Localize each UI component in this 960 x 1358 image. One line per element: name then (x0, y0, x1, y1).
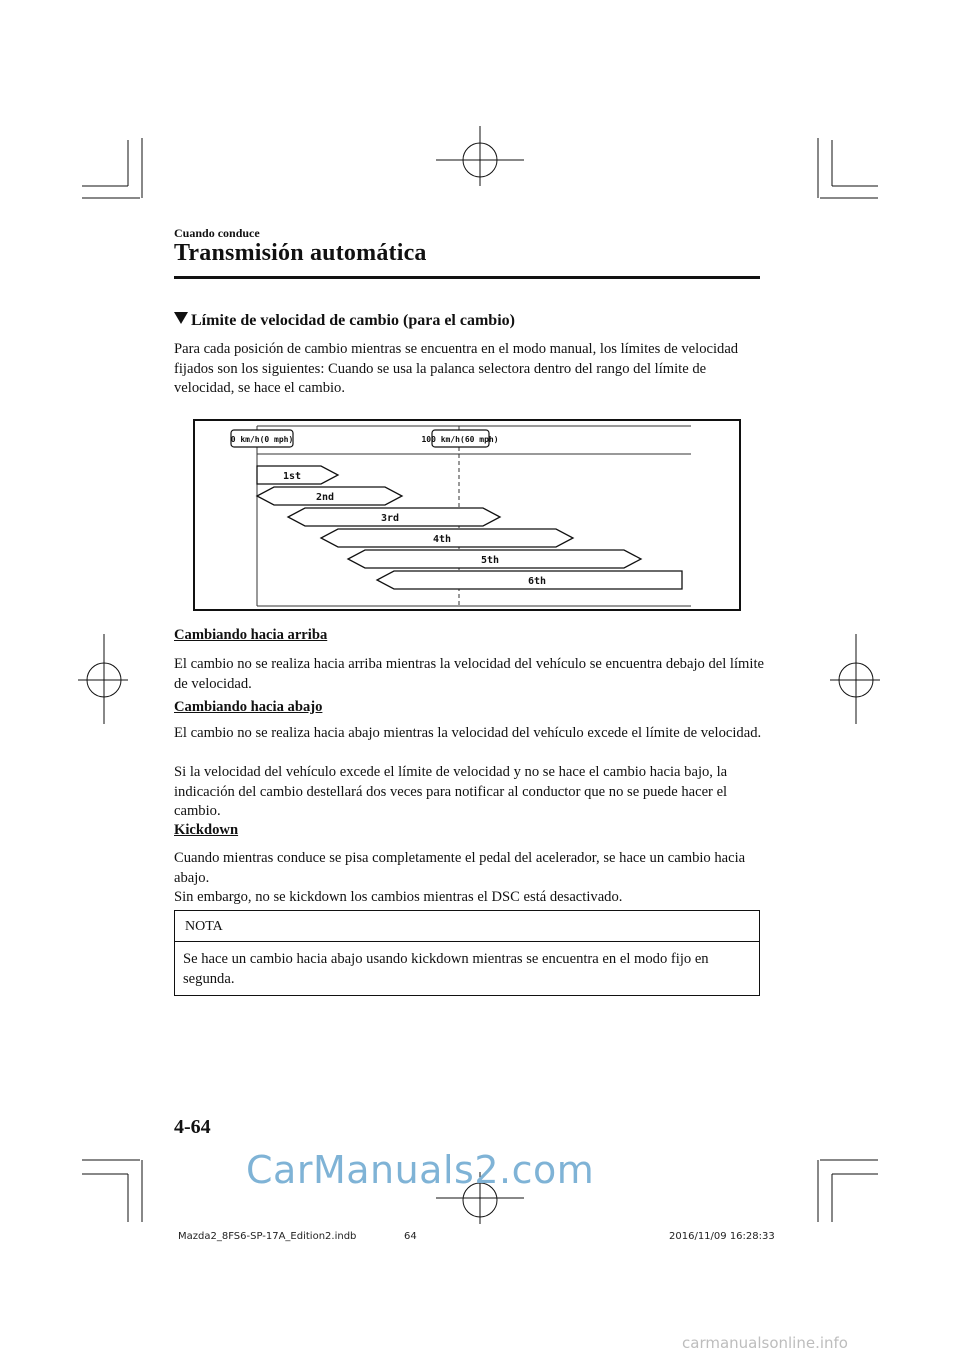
paragraph-downshift-2: Si la velocidad del vehículo excede el límite de velocidad y no se hace el cambio hacia bajo, la indicación del cambio destellará dos veces para notificar al conductor que no se puede hacer el cambio. (174, 764, 728, 819)
footer-file-name: Mazda2_8FS6-SP-17A_Edition2.indb (178, 1231, 357, 1242)
speed-label-high: 100 km/h(60 mph) (421, 435, 499, 444)
speed-limit-diagram (193, 419, 741, 611)
heading-kickdown: Kickdown (174, 822, 239, 838)
paragraph-kickdown-1: Cuando mientras conduce se pisa completamente el pedal del acelerador, se hace un cambio hacia abajo. (174, 850, 746, 886)
subsection-heading (174, 312, 515, 330)
title-rule (174, 276, 760, 279)
footer-file-page: 64 (404, 1231, 417, 1242)
watermark-logo: CarManuals2.com (246, 1148, 595, 1192)
subsection-title: Límite de velocidad de cambio (para el cambio) (191, 312, 515, 329)
intro-paragraph: Para cada posición de cambio mientras se encuentra en el modo manual, los límites de velocidad fijados son los siguientes: Cuando se usa la palanca selectora dentro del rango del límite de velocidad, se hace el cambio. (174, 341, 739, 396)
gear-label-1st: 1st (282, 471, 302, 482)
heading-downshift: Cambiando hacia abajo (174, 699, 323, 715)
page-title: Transmisión automática (174, 240, 427, 266)
gear-label-3rd: 3rd (380, 513, 400, 524)
page-number: 4-64 (174, 1116, 211, 1138)
note-header (175, 911, 759, 942)
footer-timestamp: 2016/11/09 16:28:33 (669, 1231, 775, 1242)
footer-site-link[interactable]: carmanualsonline.info (682, 1334, 848, 1352)
section-label: Cuando conduce (174, 226, 260, 240)
gear-label-2nd: 2nd (315, 492, 335, 503)
paragraph-kickdown-2: Sin embargo, no se kickdown los cambios mientras el DSC está desactivado. (174, 889, 623, 905)
triangle-bullet-icon (174, 312, 188, 324)
note-text: Se hace un cambio hacia abajo usando kickdown mientras se encuentra en el modo fijo en segunda. (183, 951, 709, 987)
diagram-canvas (195, 421, 739, 609)
paragraph-upshift: El cambio no se realiza hacia arriba mientras la velocidad del vehículo se encuentra debajo del límite de velocidad. (174, 656, 764, 692)
gear-label-5th: 5th (480, 555, 500, 566)
speed-label-low: 0 km/h(0 mph) (230, 435, 294, 444)
gear-label-4th: 4th (432, 534, 452, 545)
note-label: NOTA (185, 919, 223, 934)
note-box (174, 910, 760, 996)
paragraph-downshift-1: El cambio no se realiza hacia abajo mientras la velocidad del vehículo excede el límite de velocidad. (174, 725, 762, 741)
gear-label-6th: 6th (527, 576, 547, 587)
heading-upshift: Cambiando hacia arriba (174, 627, 328, 643)
